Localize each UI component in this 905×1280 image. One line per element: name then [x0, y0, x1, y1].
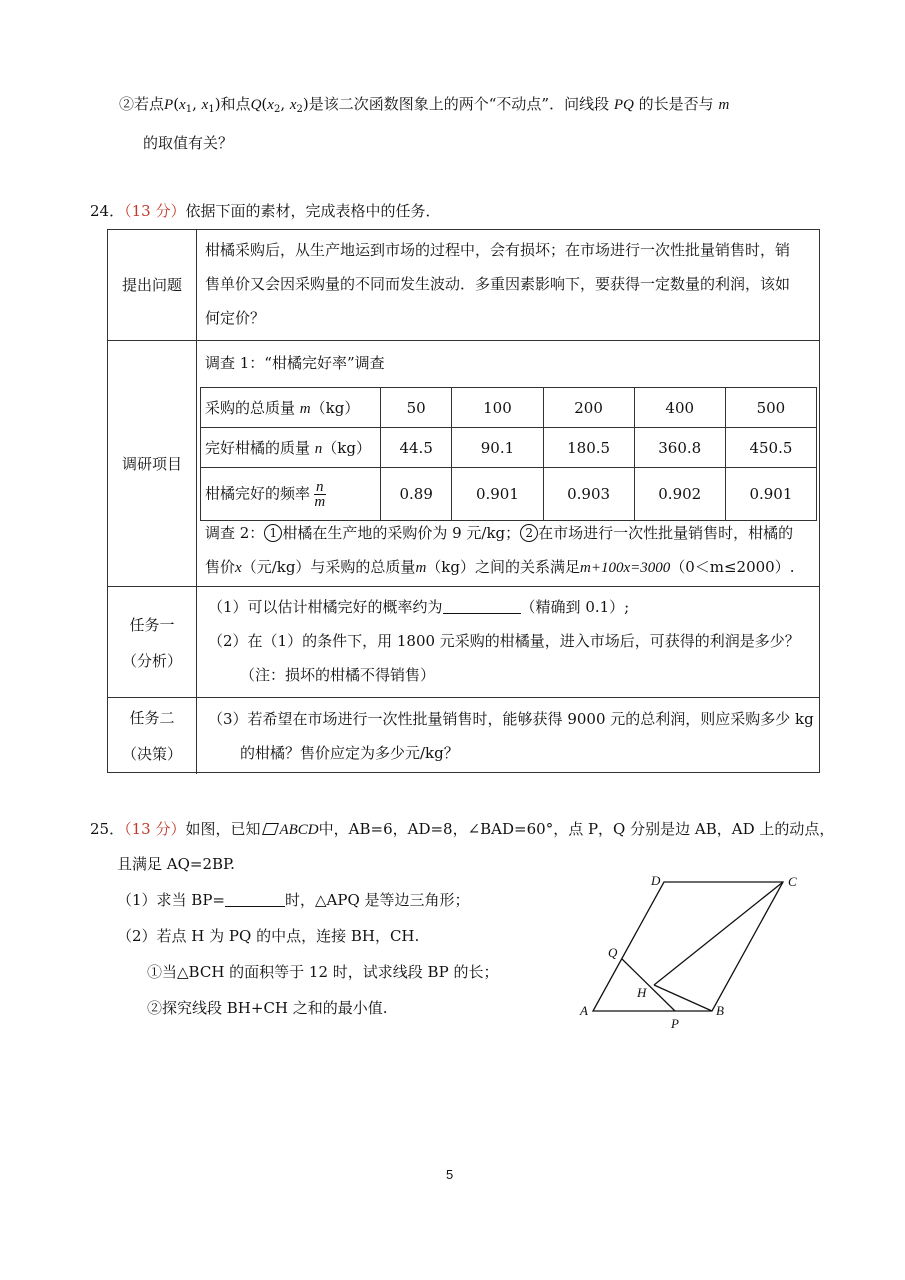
text: 采购的总质量: [205, 399, 296, 417]
q25-part2-1: ①当△BCH 的面积等于 12 时，试求线段 BP 的长；: [147, 963, 499, 981]
text-line: [208, 590, 815, 624]
text: （0＜m≤2000）.: [670, 558, 795, 576]
table-row: [201, 428, 817, 468]
row-header: [108, 698, 197, 774]
var-x2: x: [267, 97, 274, 113]
text: ②若点: [119, 95, 165, 113]
text: 完好柑橘的质量: [205, 439, 311, 457]
text: （1）可以估计柑橘完好的概率约为: [208, 598, 443, 616]
table-cell: 44.5: [381, 428, 452, 468]
question-number: 24．: [90, 202, 125, 220]
row-research: [108, 340, 819, 587]
text: 的长是否与: [638, 95, 714, 113]
text: （元/kg）与采购的总质量: [241, 558, 416, 576]
task1-text: [208, 590, 815, 692]
var-x2b: x: [289, 97, 297, 113]
text-line: 的柑橘？售价应定为多少元/kg？: [240, 744, 459, 762]
parallelogram-figure: [570, 866, 810, 1036]
parallelogram-abcd: [593, 882, 783, 1011]
table-cell: 200: [543, 388, 634, 428]
text-line: 调查 1：“柑橘完好率”调查: [205, 354, 385, 372]
denominator: m: [314, 493, 326, 510]
text-line: 售单价又会因采购量的不同而发生波动．多重因素影响下，要获得一定数量的利润，该如: [205, 275, 791, 293]
question-intro: 依据下面的素材，完成表格中的任务．: [185, 202, 441, 220]
text-line: 何定价？: [205, 309, 266, 327]
survey1-title: [205, 346, 815, 380]
q25-heading: [90, 818, 834, 841]
survey2: [205, 516, 815, 585]
table-cell: 0.901: [725, 468, 816, 521]
text: （精确到 0.1）;: [520, 598, 630, 616]
row-header: 提出问题: [108, 230, 197, 340]
table-cell: 0.903: [543, 468, 634, 521]
score: （13 分）: [124, 820, 186, 838]
text: 和点: [220, 95, 251, 113]
text: （1）求当 BP=: [117, 891, 225, 909]
var-m: m: [718, 97, 730, 113]
sub: 1: [208, 104, 215, 115]
prev-question-line2: 的取值有关？: [143, 134, 234, 152]
table-row: [201, 468, 817, 521]
task2-text: [208, 702, 815, 770]
var-x1: x: [179, 97, 186, 113]
var-x1b: x: [201, 97, 209, 113]
table-cell: [201, 468, 381, 521]
q25-part1: [117, 889, 470, 911]
var-m: m: [299, 401, 311, 417]
table-cell: 360.8: [634, 428, 725, 468]
survey-table: [200, 387, 817, 521]
text-line: [205, 550, 815, 585]
label-Q: Q: [608, 945, 618, 960]
q25-part2-2: ②探究线段 BH+CH 之和的最小值.: [147, 999, 388, 1017]
label-H: H: [637, 985, 647, 1000]
q25-part2: （2）若点 H 为 PQ 的中点，连接 BH，CH.: [117, 927, 420, 945]
relation: m+100x=3000: [579, 560, 671, 576]
text: 在市场进行一次性批量销售时，柑橘的: [538, 524, 794, 542]
var-n: n: [314, 441, 323, 457]
var-m: m: [415, 560, 427, 576]
table-cell: 50: [381, 388, 452, 428]
row-task2: [108, 697, 819, 774]
answer-blank: [225, 890, 285, 907]
text: 调查 2：: [205, 524, 265, 542]
sub: 2: [273, 104, 281, 115]
prev-question-line1: ②若点$P(x_1$, $x_1$)和点$Q(x_2$, $x_2$)是该二次函数图象上的两个“不动点”．问线段 PQ 的长是否与 m: [119, 95, 730, 115]
segment-ch: [654, 882, 783, 985]
text: 售价: [205, 558, 236, 576]
table-row: [201, 388, 817, 428]
segment-bh: [654, 985, 712, 1011]
q24-heading: [90, 200, 440, 222]
text: （kg）: [322, 439, 371, 457]
table-cell: 400: [634, 388, 725, 428]
text: 时，△APQ 是等边三角形；: [285, 891, 470, 909]
numerator: n: [316, 478, 324, 495]
table-cell: 500: [725, 388, 816, 428]
parallelogram-icon: [263, 823, 280, 835]
text: （kg）: [310, 399, 360, 417]
var-ABCD: ABCD: [279, 822, 319, 838]
label-B: B: [716, 1003, 724, 1018]
text-line: 柑橘采购后，从生产地运到市场的过程中，会有损坏；在市场进行一次性批量销售时，销: [205, 241, 791, 259]
table-cell: 0.901: [452, 468, 543, 521]
table-cell: 90.1: [452, 428, 543, 468]
text-line: [205, 516, 815, 550]
text-line: （3）若希望在市场进行一次性批量销售时，能够获得 9000 元的总利润，则应采购多少 kg: [208, 710, 814, 728]
question-number: 25．: [90, 820, 125, 838]
text: （分析）: [121, 651, 182, 670]
table-cell: [201, 388, 381, 428]
text-line: （注：损坏的柑橘不得销售）: [240, 666, 436, 684]
text: 如图，已知: [185, 820, 261, 838]
text-line: （2）在（1）的条件下，用 1800 元采购的柑橘量，进入市场后，可获得的利润是多少？: [208, 632, 800, 650]
text: 柑橘完好的频率: [205, 484, 311, 502]
text: 任务二: [129, 709, 175, 727]
answer-blank: [443, 597, 521, 614]
task-table: [107, 229, 820, 773]
var-x: x: [235, 560, 242, 576]
fraction: [314, 480, 326, 509]
table-cell: 0.902: [634, 468, 725, 521]
label-D: D: [651, 873, 661, 888]
text: 是该二次函数图象上的两个“不动点”．问线段: [308, 95, 610, 113]
var-Q: Q: [250, 97, 262, 113]
text: AB=6，AD=8，∠BAD=60°，点 P，Q 分别是边 AB，AD 上的动点，: [348, 820, 835, 838]
table-cell: 100: [452, 388, 543, 428]
table-cell: [201, 428, 381, 468]
table-cell: 450.5: [725, 428, 816, 468]
page-number: 5: [446, 1167, 454, 1182]
row-header: [108, 587, 197, 698]
score: （13 分）: [124, 202, 186, 220]
sub: 1: [185, 104, 193, 115]
row-header: 调研项目: [108, 341, 197, 587]
circled-1: 1: [264, 524, 282, 542]
q25-line2: 且满足 AQ=2BP.: [117, 855, 235, 873]
text: （决策）: [121, 745, 182, 763]
var-P: P: [164, 97, 174, 113]
text: 中，: [318, 820, 349, 838]
table-cell: 0.89: [381, 468, 452, 521]
circled-2: 2: [520, 524, 538, 542]
var-PQ: PQ: [613, 97, 634, 113]
label-A: A: [580, 1003, 588, 1018]
row-task1: [108, 586, 819, 698]
text: （kg）之间的关系满足: [426, 558, 580, 576]
segment-pq: [622, 959, 675, 1011]
problem-text: [205, 233, 815, 335]
label-P: P: [671, 1016, 679, 1031]
text: 任务一: [129, 615, 175, 634]
row-problem: [108, 230, 819, 340]
text: 柑橘在生产地的采购价为 9 元/kg；: [282, 524, 521, 542]
table-cell: 180.5: [543, 428, 634, 468]
label-C: C: [788, 874, 797, 889]
sub: 2: [296, 104, 303, 115]
